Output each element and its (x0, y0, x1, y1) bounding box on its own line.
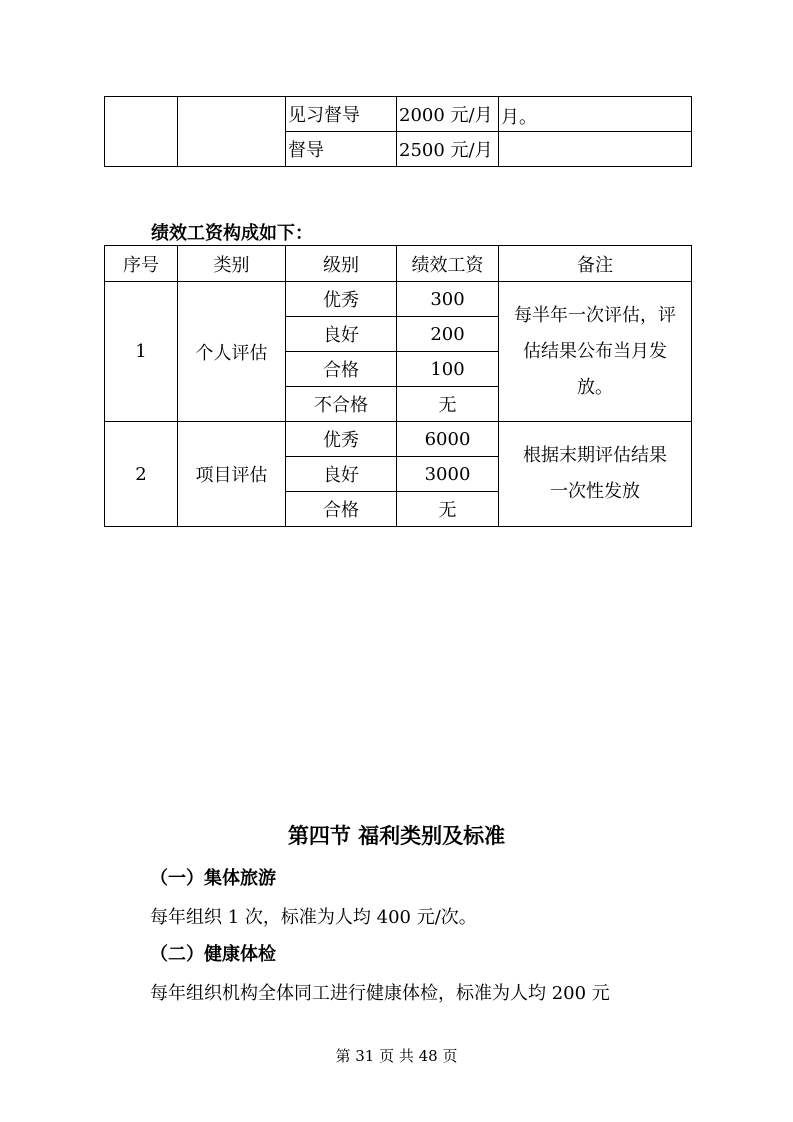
paragraph: 每年组织机构全体同工进行健康体检，标准为人均 200 元 (150, 983, 610, 1004)
amount-cell: 200 (397, 317, 499, 352)
header-cell: 类别 (178, 246, 286, 282)
level-cell: 不合格 (286, 387, 397, 422)
amount-cell: 3000 (397, 457, 499, 492)
table-cell (178, 97, 286, 167)
header-cell: 备注 (499, 246, 692, 282)
table-cell (105, 97, 178, 167)
remark-cell (499, 282, 692, 422)
subsection-heading: （一）集体旅游 (150, 868, 276, 889)
level-cell: 合格 (286, 352, 397, 387)
amount-cell: 无 (397, 492, 499, 527)
level-cell: 优秀 (286, 282, 397, 317)
level-cell: 良好 (286, 317, 397, 352)
level-cell: 优秀 (286, 422, 397, 457)
level-cell: 见习督导 (286, 97, 397, 132)
remark-line: 一次性发放 (550, 481, 640, 502)
remark-line: 估结果公布当月发 (523, 340, 667, 362)
section-title: 第四节 福利类别及标准 (287, 823, 506, 848)
amount-cell: 2500 元/月 (397, 132, 499, 167)
remark-line: 根据末期评估结果 (523, 445, 667, 466)
index-cell: 1 (105, 282, 178, 422)
remark-line: 每半年一次评估，评 (514, 304, 676, 326)
supervisor-salary-table (104, 96, 692, 167)
table-cell (499, 132, 692, 167)
header-cell: 级别 (286, 246, 397, 282)
category-cell: 个人评估 (178, 282, 286, 422)
amount-cell: 300 (397, 282, 499, 317)
amount-cell: 100 (397, 352, 499, 387)
remark-cell (499, 422, 692, 527)
level-cell: 良好 (286, 457, 397, 492)
amount-cell: 6000 (397, 422, 499, 457)
performance-salary-table (104, 245, 692, 527)
amount-cell: 2000 元/月 (397, 97, 499, 132)
page-footer: 第 31 页 共 48 页 (335, 1047, 458, 1065)
perf-caption: 绩效工资构成如下： (151, 223, 313, 244)
level-cell: 合格 (286, 492, 397, 527)
header-cell: 绩效工资 (397, 246, 499, 282)
index-cell: 2 (105, 422, 178, 527)
amount-cell: 无 (397, 387, 499, 422)
paragraph: 每年组织 1 次，标准为人均 400 元/次。 (150, 907, 477, 928)
category-cell: 项目评估 (178, 422, 286, 527)
header-cell: 序号 (105, 246, 178, 282)
level-cell: 督导 (286, 132, 397, 167)
subsection-heading: （二）健康体检 (150, 944, 276, 965)
remark-line: 放。 (577, 376, 613, 398)
note-cell: 月。 (499, 97, 692, 132)
